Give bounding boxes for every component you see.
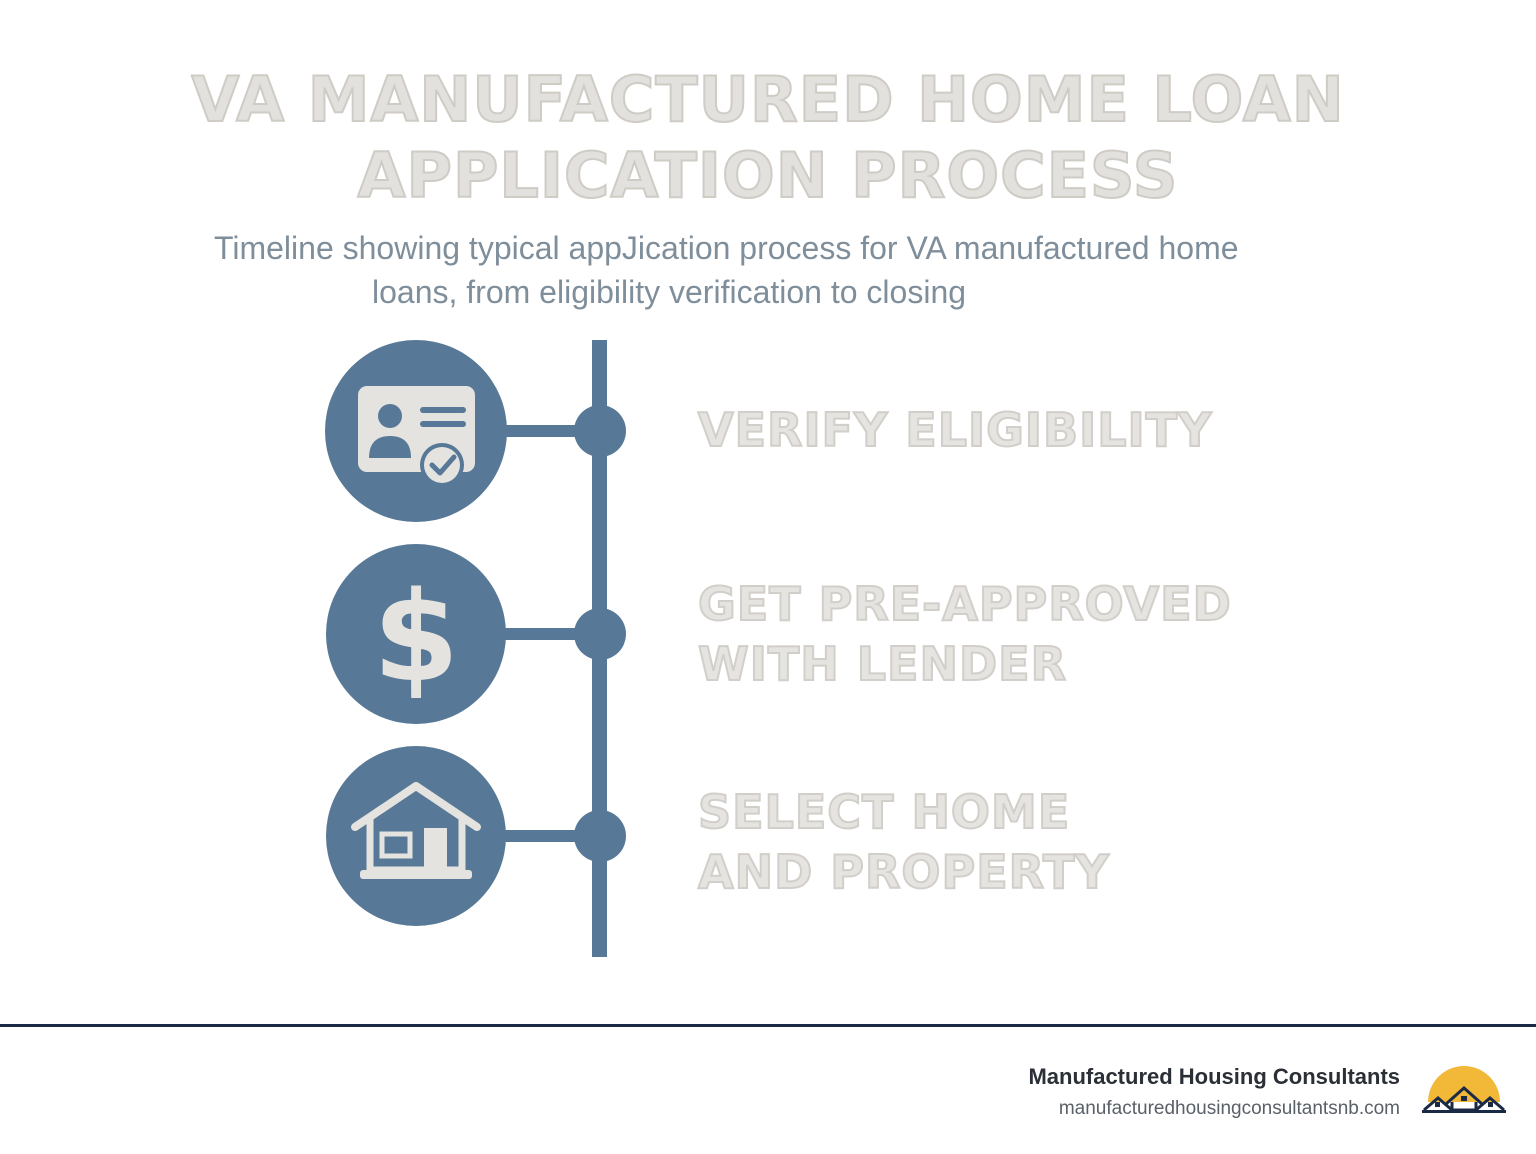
step-3-label bbox=[698, 782, 1110, 902]
page-title-line-1: VA MANUFACTURED HOME LOAN bbox=[191, 63, 1345, 136]
step-2-connector bbox=[500, 608, 626, 660]
houses-sunrise-logo-icon bbox=[1422, 1062, 1506, 1114]
page-title-line-2: APPLICATION PROCESS bbox=[357, 139, 1179, 212]
subtitle-line-1: Timeline showing typical appJication process for VA manufactured home bbox=[214, 230, 1239, 266]
step-2-label-line-1: GET PRE-APPROVED bbox=[698, 577, 1232, 631]
id-card-check-icon bbox=[325, 340, 507, 522]
step-1-label-line-1: VERIFY ELIGIBILITY bbox=[698, 403, 1213, 457]
step-2-label bbox=[698, 574, 1232, 694]
step-1-label bbox=[698, 400, 1212, 460]
house-icon bbox=[326, 746, 506, 926]
svg-text:$: $ bbox=[372, 566, 460, 710]
step-2-label-line-2: WITH LENDER bbox=[698, 637, 1068, 691]
step-3-label-line-1: SELECT HOME bbox=[698, 785, 1071, 839]
footer-divider bbox=[0, 1024, 1536, 1027]
brand-name: Manufactured Housing Consultants bbox=[1028, 1064, 1400, 1089]
dollar-icon bbox=[326, 544, 506, 724]
step-3-label-line-2: AND PROPERTY bbox=[698, 845, 1110, 899]
brand-url[interactable]: manufacturedhousingconsultantsnb.com bbox=[1058, 1098, 1400, 1119]
subtitle-line-2: loans, from eligibility verification to closing bbox=[372, 274, 967, 310]
step-3-connector bbox=[500, 810, 626, 862]
step-1-connector bbox=[500, 405, 626, 457]
